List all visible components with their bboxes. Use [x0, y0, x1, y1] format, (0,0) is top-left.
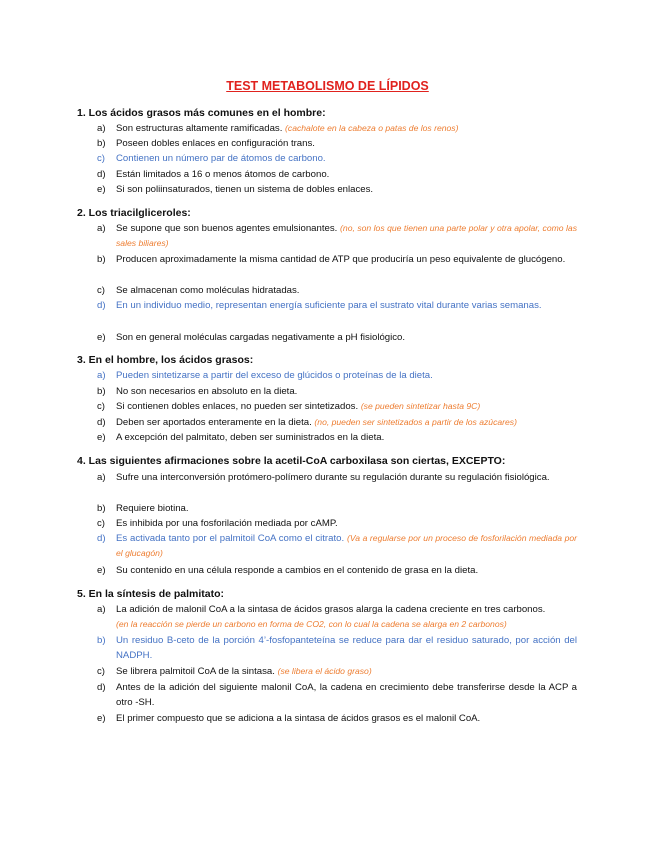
- option-text: No son necesarios en absoluto en la dieta.: [116, 386, 298, 397]
- option-text: Son en general moléculas cargadas negativamente a pH fisiológico.: [116, 332, 406, 343]
- question-5-heading: 5. En la síntesis de palmitato:: [77, 588, 225, 600]
- question-4-option-a: [97, 470, 577, 485]
- option-letter: b): [97, 254, 106, 265]
- answer-note: (cachalote en la cabeza o patas de los renos): [285, 123, 459, 133]
- option-text: Es activada tanto por el palmitoil CoA como el citrato.: [116, 533, 345, 544]
- option-text: Se almacenan como moléculas hidratadas.: [116, 285, 300, 296]
- question-5-option-a: [97, 602, 577, 633]
- option-text: Si son poliinsaturados, tienen un sistema de dobles enlaces.: [116, 184, 374, 195]
- page-title: TEST METABOLISMO DE LÍPIDOS: [226, 79, 429, 93]
- question-1-option-a: [97, 121, 577, 136]
- option-letter: b): [97, 503, 106, 514]
- answer-note: (no, son los que tienen una parte polar y otra apolar, como las sales biliares): [116, 223, 577, 249]
- question-4-option-c: [97, 516, 577, 531]
- option-letter: c): [97, 153, 105, 164]
- option-text: Son estructuras altamente ramificadas.: [116, 123, 283, 134]
- option-letter: e): [97, 332, 106, 343]
- question-1-heading: 1. Los ácidos grasos más comunes en el hombre:: [77, 107, 326, 119]
- option-letter: e): [97, 565, 106, 576]
- option-letter: b): [97, 635, 106, 646]
- option-letter: a): [97, 604, 106, 615]
- option-letter: d): [97, 417, 106, 428]
- question-4-option-d-correct: [97, 531, 577, 562]
- question-2-option-e: [97, 330, 577, 345]
- option-letter: b): [97, 138, 106, 149]
- question-3-heading: 3. En el hombre, los ácidos grasos:: [77, 354, 254, 366]
- question-3-option-c: [97, 399, 577, 414]
- option-text: A excepción del palmitato, deben ser suministrados en la dieta.: [116, 432, 385, 443]
- option-letter: c): [97, 666, 105, 677]
- question-1-option-c-correct: [97, 151, 577, 166]
- option-letter: d): [97, 533, 106, 544]
- option-text: Se supone que son buenos agentes emulsionantes.: [116, 223, 338, 234]
- option-letter: e): [97, 432, 106, 443]
- question-1-option-e: [97, 182, 577, 197]
- option-text: Se librera palmitoil CoA de la sintasa.: [116, 666, 275, 677]
- option-text: Su contenido en una célula responde a cambios en el contenido de grasa en la dieta.: [116, 565, 479, 576]
- option-text: Pueden sintetizarse a partir del exceso de glúcidos o proteínas de la dieta.: [116, 370, 433, 381]
- option-letter: c): [97, 401, 105, 412]
- option-letter: c): [97, 518, 105, 529]
- answer-note: (se libera el ácido graso): [277, 666, 372, 676]
- question-2-option-b: [97, 252, 577, 267]
- option-letter: a): [97, 370, 106, 381]
- option-text: Si contienen dobles enlaces, no pueden ser sintetizados.: [116, 401, 359, 412]
- answer-note: (no, pueden ser sintetizados a partir de los azúcares): [314, 417, 517, 427]
- option-text: Un residuo B-ceto de la porción 4’-fosfopanteteína se reduce para dar el residuo saturado, por acción del NADPH.: [116, 635, 577, 662]
- option-text: Están limitados a 16 o menos átomos de carbono.: [116, 169, 330, 180]
- question-2-option-c: [97, 283, 577, 298]
- question-3-option-d: [97, 415, 577, 430]
- option-text: Es inhibida por una fosforilación mediada por cAMP.: [116, 518, 338, 529]
- option-letter: d): [97, 169, 106, 180]
- option-text: Requiere biotina.: [116, 503, 189, 514]
- question-5-option-d: [97, 680, 577, 711]
- option-letter: d): [97, 682, 106, 693]
- question-3-option-b: [97, 384, 577, 399]
- option-letter: a): [97, 472, 106, 483]
- option-letter: e): [97, 713, 106, 724]
- question-5-option-b-correct: [97, 633, 577, 664]
- question-3-option-a-correct: [97, 368, 577, 383]
- option-text: La adición de malonil CoA a la sintasa de ácidos grasos alarga la cadena creciente en tres carbonos.: [116, 604, 546, 615]
- question-2-heading: 2. Los triacilgliceroles:: [77, 207, 191, 219]
- option-letter: e): [97, 184, 106, 195]
- option-letter: b): [97, 386, 106, 397]
- answer-note: (se pueden sintetizar hasta 9C): [360, 401, 481, 411]
- option-text: En un individuo medio, representan energía suficiente para el sustrato vital durante varias semanas.: [116, 300, 542, 311]
- option-text: Contienen un número par de átomos de carbono.: [116, 153, 326, 164]
- question-4-heading: 4. Las siguientes afirmaciones sobre la acetil-CoA carboxilasa son ciertas, EXCEPTO:: [77, 455, 506, 467]
- option-text: El primer compuesto que se adiciona a la sintasa de ácidos grasos es el malonil CoA.: [116, 713, 481, 724]
- question-1-option-d: [97, 167, 577, 182]
- option-text: Sufre una interconversión protómero-polímero durante su regulación durante su regulación fisiológica.: [116, 472, 550, 483]
- answer-note: (en la reacción se pierde un carbono en forma de CO2, con lo cual la cadena se alarga en 2 carbonos): [116, 619, 507, 630]
- question-3-option-e: [97, 430, 577, 445]
- option-letter: d): [97, 300, 106, 311]
- option-letter: c): [97, 285, 105, 296]
- question-4-option-b: [97, 501, 577, 516]
- option-text: Deben ser aportados enteramente en la dieta.: [116, 417, 312, 428]
- answer-note: (Va a regularse por un proceso de fosforilación mediada por el glucagón): [116, 533, 577, 559]
- option-text: Poseen dobles enlaces en configuración trans.: [116, 138, 315, 149]
- question-2-option-a: [97, 221, 577, 252]
- option-text: Producen aproximadamente la misma cantidad de ATP que produciría un peso equivalente de glucógeno.: [116, 254, 566, 265]
- option-text: Antes de la adición del siguiente malonil CoA, la cadena en crecimiento debe transferirse desde la ACP a otro -SH.: [116, 682, 577, 709]
- question-1-option-b: [97, 136, 577, 151]
- question-5-option-c: [97, 664, 577, 679]
- option-letter: a): [97, 123, 106, 134]
- question-2-option-d-correct: [97, 298, 577, 313]
- question-4-option-e: [97, 563, 577, 578]
- option-letter: a): [97, 223, 106, 234]
- question-5-option-e: [97, 711, 577, 726]
